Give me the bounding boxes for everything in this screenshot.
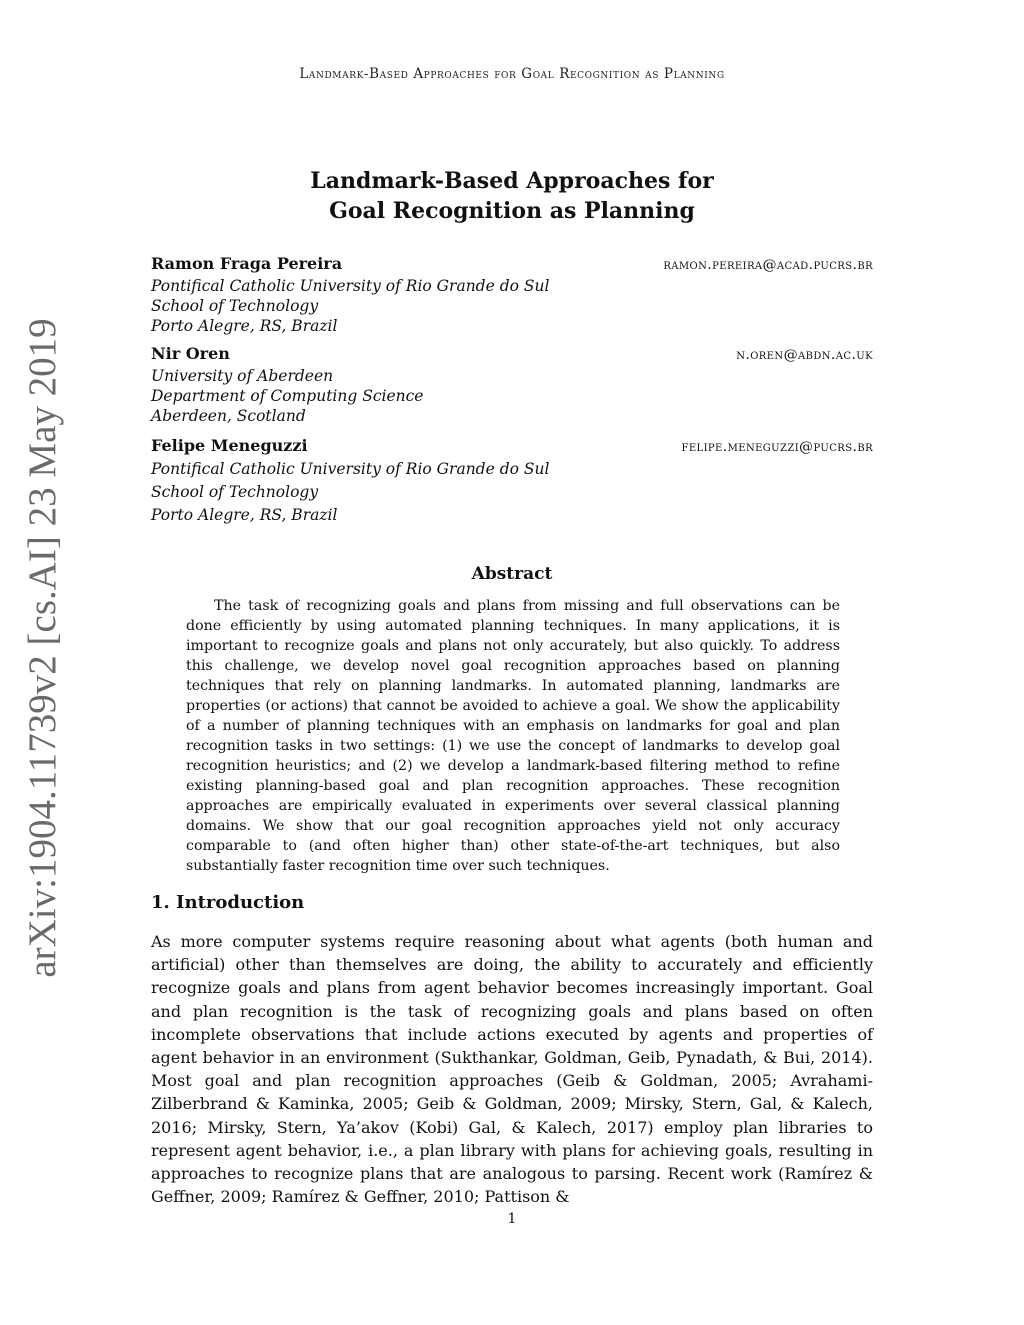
- author-affiliation-line: Pontifical Catholic University of Rio Grande do Sul: [151, 460, 550, 478]
- author-name: Ramon Fraga Pereira: [151, 254, 343, 273]
- author-email[interactable]: ramon.pereira@acad.pucrs.br: [663, 257, 873, 273]
- author-affiliation-line: School of Technology: [151, 483, 319, 501]
- author-email[interactable]: felipe.meneguzzi@pucrs.br: [681, 439, 873, 455]
- author-block-meneguzzi: [151, 436, 873, 527]
- abstract-text: The task of recognizing goals and plans from missing and full observations can be done efficiently by using automated planning techniques. In many applications, it is important to recognize goals and plans not only accurately, but also quickly. To address this challenge, we develop novel goal recognition approaches based on planning techniques that rely on planning landmarks. In automated planning, landmarks are properties (or actions) that cannot be avoided to achieve a goal. We show the applicability of a number of planning techniques with an emphasis on landmarks for goal and plan recognition tasks in two settings: (1) we use the concept of landmarks to develop goal recognition heuristics; and (2) we develop a landmark-based filtering method to refine existing planning-based goal and plan recognition approaches. These recognition approaches are empirically evaluated in experiments over several classical planning domains. We show that our goal recognition approaches yield not only accuracy comparable to (and often higher than) other state-of-the-art techniques, but also substantially faster recognition time over such techniques.: [186, 598, 840, 874]
- author-email[interactable]: n.oren@abdn.ac.uk: [736, 347, 873, 363]
- author-affiliation-line: Department of Computing Science: [151, 387, 424, 405]
- author-block-oren: [151, 344, 873, 426]
- page-number: 1: [507, 1211, 517, 1227]
- author-name: Nir Oren: [151, 344, 230, 363]
- author-affiliation-line: School of Technology: [151, 297, 319, 315]
- paper-title: [0, 166, 1024, 226]
- author-affiliation-line: University of Aberdeen: [151, 367, 334, 385]
- author-affiliation-line: Pontifical Catholic University of Rio Grande do Sul: [151, 277, 550, 295]
- running-head: Landmark-Based Approaches for Goal Recognition as Planning: [299, 66, 725, 82]
- author-block-pereira: [151, 254, 873, 336]
- section-heading-introduction: 1. Introduction: [151, 892, 305, 913]
- author-affiliation-line: Aberdeen, Scotland: [151, 407, 306, 425]
- author-affiliation-line: Porto Alegre, RS, Brazil: [151, 317, 338, 335]
- arxiv-identifier[interactable]: arXiv:1904.11739v2 [cs.AI] 23 May 2019: [21, 318, 64, 978]
- title-line-2: Goal Recognition as Planning: [329, 198, 695, 224]
- author-affiliation-line: Porto Alegre, RS, Brazil: [151, 506, 338, 524]
- introduction-paragraph: As more computer systems require reasoning about what agents (both human and artificial) other than themselves are doing, the ability to accurately and efficiently recognize goals and plans from agent behavior becomes increasingly important. Goal and plan recognition is the task of recognizing goals and plans based on often incomplete observations that include actions executed by agents and properties of agent behavior in an environment (Sukthankar, Goldman, Geib, Pynadath, & Bui, 2014). Most goal and plan recognition approaches (Geib & Goldman, 2005; Avrahami-Zilberbrand & Kaminka, 2005; Geib & Goldman, 2009; Mirsky, Stern, Gal, & Kalech, 2016; Mirsky, Stern, Ya’akov (Kobi) Gal, & Kalech, 2017) employ plan libraries to represent agent behavior, i.e., a plan library with plans for achieving goals, resulting in approaches to recognize plans that are analogous to parsing. Recent work (Ramírez & Geffner, 2009; Ramírez & Geffner, 2010; Pattison &: [151, 932, 873, 1207]
- author-name: Felipe Meneguzzi: [151, 436, 308, 455]
- abstract-heading: Abstract: [471, 564, 553, 584]
- title-line-1: Landmark-Based Approaches for: [310, 168, 714, 194]
